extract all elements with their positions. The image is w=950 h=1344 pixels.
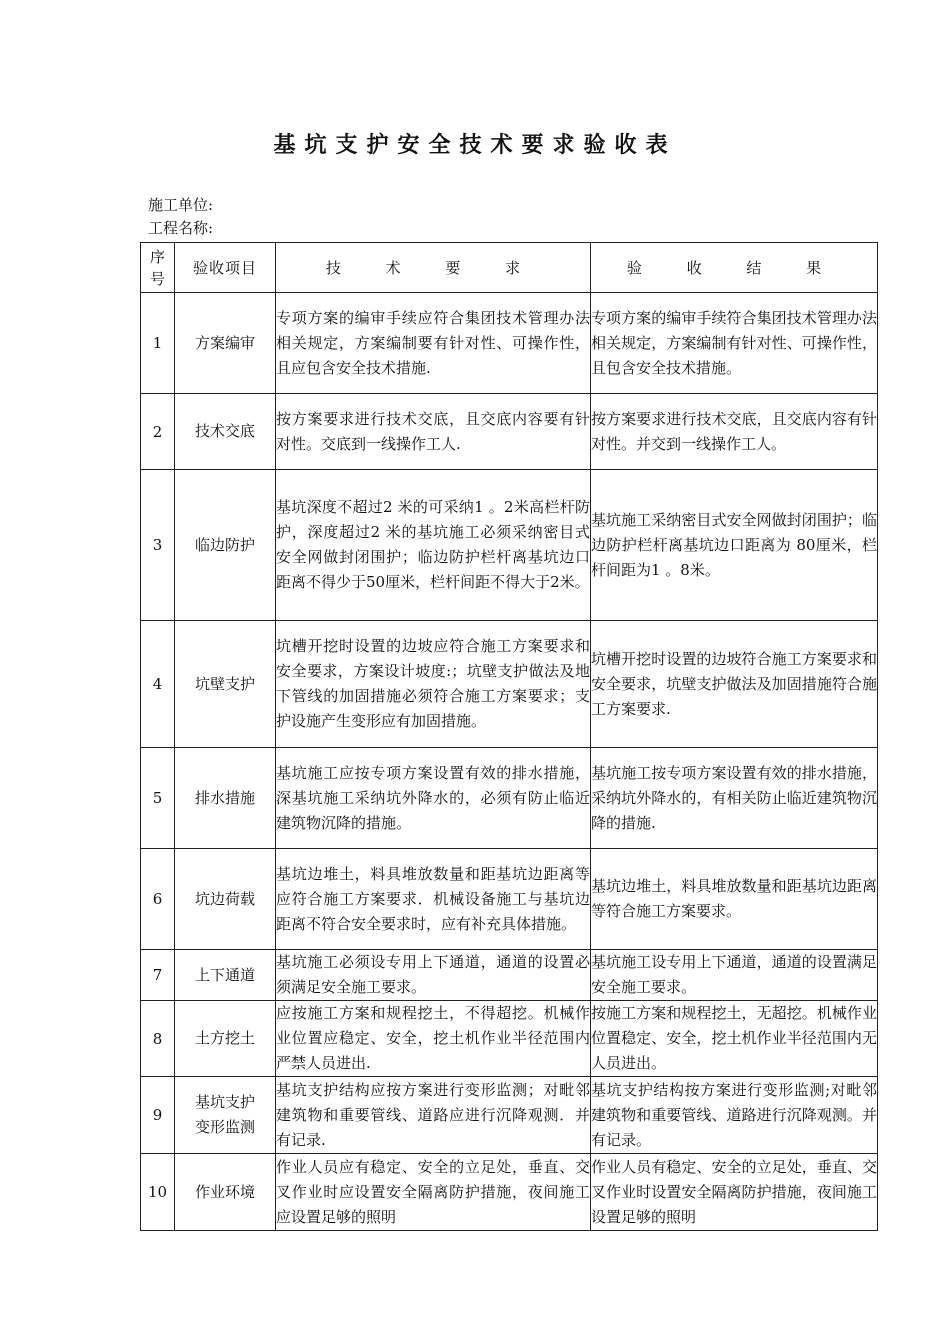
row-item: 上下通道 [175,950,276,1001]
header-result: 验 收 结 果 [591,243,878,293]
row-seq: 8 [141,1001,175,1077]
row-requirement: 按方案要求进行技术交底，且交底内容要有针对性。交底到一线操作工人. [276,394,591,470]
table-row [141,1077,878,1154]
row-seq: 3 [141,470,175,621]
row-seq: 9 [141,1077,175,1154]
acceptance-table [140,242,878,1231]
page-title: 基坑支护安全技术要求验收表 [273,133,677,158]
row-item: 方案编审 [175,293,276,394]
row-item: 作业环境 [175,1154,276,1231]
row-seq: 2 [141,394,175,470]
header-requirement: 技 术 要 求 [276,243,591,293]
table-row [141,293,878,394]
row-result: 基坑施工采纳密目式安全网做封闭围护；临边防护栏杆离基坑边口距离为 80厘米，栏杆间距为1 。8米。 [591,470,878,621]
row-requirement: 基坑施工必须设专用上下通道，通道的设置必须满足安全施工要求。 [276,950,591,1001]
row-requirement: 作业人员应有稳定、安全的立足处，垂直、交叉作业时应设置安全隔离防护措施，夜间施工应设置足够的照明 [276,1154,591,1231]
header-seq [141,243,175,293]
row-item [175,1077,276,1154]
row-seq: 7 [141,950,175,1001]
table-row [141,748,878,849]
row-item-label: 基坑支护变形监测 [194,1093,255,1136]
row-seq: 6 [141,849,175,950]
table-row [141,950,878,1001]
row-requirement: 基坑边堆土，料具堆放数量和距基坑边距离等应符合施工方案要求．机械设备施工与基坑边距离不符合安全要求时，应有补充具体措施。 [276,849,591,950]
row-requirement: 基坑深度不超过2 米的可采纳1 。2米高栏杆防护，深度超过2 米的基坑施工必须采纳密目式安全网做封闭围护；临边防护栏杆离基坑边口距离不得少于50厘米，栏杆间距不得大于2米。 [276,470,591,621]
table-header-row [141,243,878,293]
row-result: 按施工方案和规程挖土，无超挖。机械作业位置稳定、安全，挖土机作业半径范围内无人员进出。 [591,1001,878,1077]
row-result: 专项方案的编审手续符合集团技术管理办法相关规定，方案编制有针对性、可操作性，且包含安全技术措施。 [591,293,878,394]
row-requirement: 基坑支护结构应按方案进行变形监测；对毗邻建筑物和重要管线、道路应进行沉降观测．并有记录. [276,1077,591,1154]
row-item: 临边防护 [175,470,276,621]
row-item: 土方挖土 [175,1001,276,1077]
row-item: 坑壁支护 [175,621,276,748]
table-row [141,621,878,748]
row-result: 按方案要求进行技术交底，且交底内容有针对性。并交到一线操作工人。 [591,394,878,470]
row-result: 坑槽开挖时设置的边坡符合施工方案要求和安全要求，坑壁支护做法及加固措施符合施工方案要求. [591,621,878,748]
row-seq: 4 [141,621,175,748]
table-row [141,849,878,950]
table-row [141,1154,878,1231]
header-seq-label: 序号 [149,247,165,288]
row-seq: 1 [141,293,175,394]
row-requirement: 基坑施工应按专项方案设置有效的排水措施，深基坑施工采纳坑外降水的，必须有防止临近建筑物沉降的措施。 [276,748,591,849]
row-result: 作业人员有稳定、安全的立足处，垂直、交叉作业时设置安全隔离防护措施，夜间施工设置足够的照明 [591,1154,878,1231]
row-result: 基坑边堆土，料具堆放数量和距基坑边距离等符合施工方案要求。 [591,849,878,950]
row-result: 基坑施工设专用上下通道，通道的设置满足安全施工要求。 [591,950,878,1001]
row-item: 排水措施 [175,748,276,849]
row-requirement: 应按施工方案和规程挖土，不得超挖。机械作业位置应稳定、安全，挖土机作业半径范围内严禁人员进出. [276,1001,591,1077]
row-requirement: 专项方案的编审手续应符合集团技术管理办法相关规定，方案编制要有针对性、可操作性，且应包含安全技术措施. [276,293,591,394]
row-seq: 5 [141,748,175,849]
row-requirement: 坑槽开挖时设置的边坡应符合施工方案要求和安全要求，方案设计坡度:；坑壁支护做法及地下管线的加固措施必须符合施工方案要求；支护设施产生变形应有加固措施。 [276,621,591,748]
table-row [141,470,878,621]
row-result: 基坑施工按专项方案设置有效的排水措施，采纳坑外降水的，有相关防止临近建筑物沉降的措施. [591,748,878,849]
project-name-label: 工程名称: [148,219,214,237]
row-seq: 10 [141,1154,175,1231]
table-row [141,1001,878,1077]
header-item: 验收项目 [175,243,276,293]
row-item: 坑边荷载 [175,849,276,950]
table-row [141,394,878,470]
row-result: 基坑支护结构按方案进行变形监测;对毗邻建筑物和重要管线、道路进行沉降观测。并有记录。 [591,1077,878,1154]
row-item: 技术交底 [175,394,276,470]
construction-unit-label: 施工单位: [148,196,214,214]
